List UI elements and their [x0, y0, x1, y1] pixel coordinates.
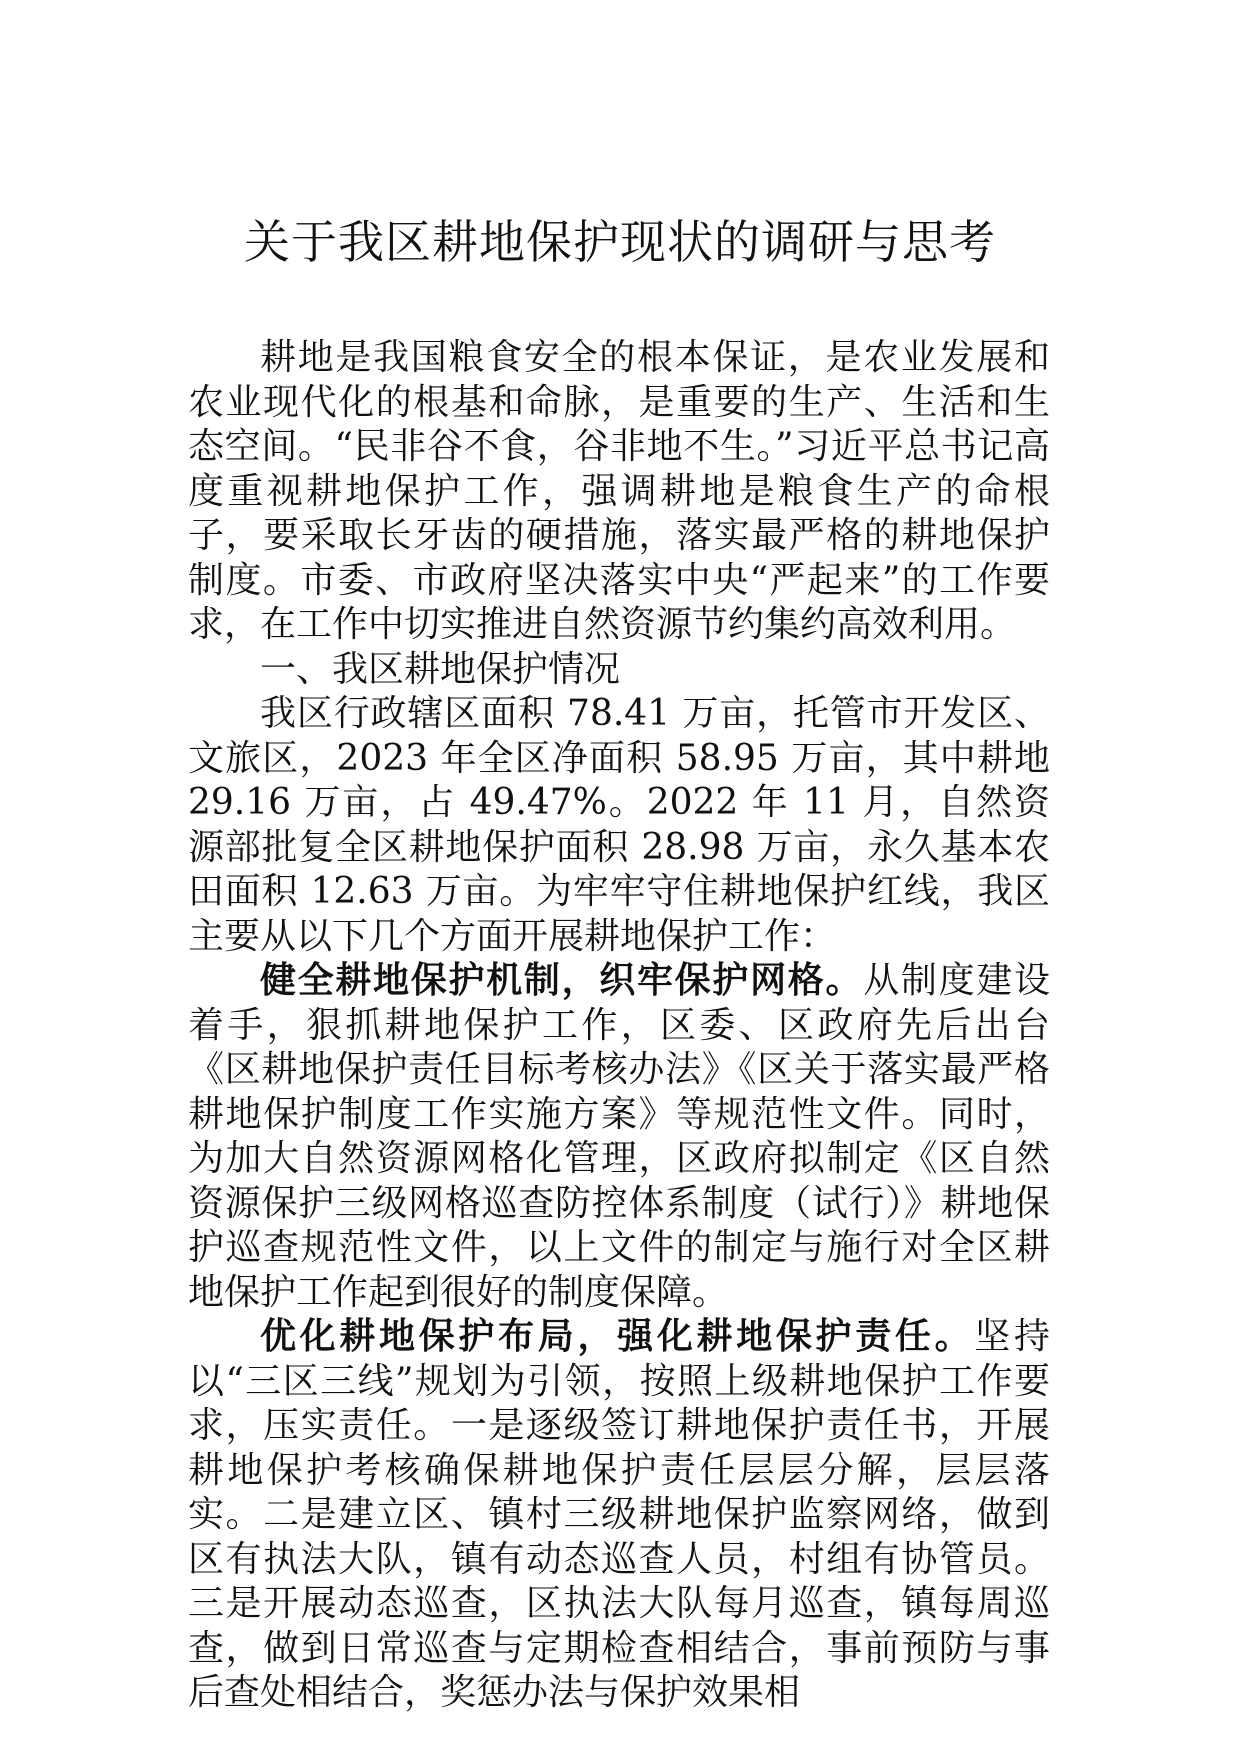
- paragraph-layout: [188, 1315, 1050, 1716]
- paragraph-text: 从制度建设着手，狠抓耕地保护工作，区委、区政府先后出台《区耕地保护责任目标考核办法》《区关于落实最严格耕地保护制度工作实施方案》等规范性文件。同时，为加大自然资源网格化管理，区政府拟制定《区自然资源保护三级网格巡查防控体系制度（试行）》耕地保护巡查规范性文件，以上文件的制定与施行对全区耕地保护工作起到很好的制度保障。: [188, 960, 1050, 1313]
- paragraph-intro: [188, 336, 1050, 648]
- paragraph-text: 耕地是我国粮食安全的根本保证，是农业发展和农业现代化的根基和命脉，是重要的生产、生活和生态空间。“民非谷不食，谷非地不生。”习近平总书记高度重视耕地保护工作，强调耕地是粮食生产的命根子，要采取长牙齿的硬措施，落实最严格的耕地保护制度。市委、市政府坚决落实中央“严起来”的工作要求，在工作中切实推进自然资源节约集约高效利用。: [188, 337, 1050, 645]
- paragraph-mechanism: [188, 959, 1050, 1315]
- document-body: [188, 336, 1062, 1716]
- paragraph-text: 坚持以“三区三线”规划为引领，按照上级耕地保护工作要求，压实责任。一是逐级签订耕地保护责任书，开展耕地保护考核确保耕地保护责任层层分解，层层落实。二是建立区、镇村三级耕地保护监察网络，做到区有执法大队，镇有动态巡查人员，村组有协管员。三是开展动态巡查，区执法大队每月巡查，镇每周巡查，做到日常巡查与定期检查相结合，事前预防与事后查处相结合，奖惩办法与保护效果相: [188, 1316, 1050, 1713]
- paragraph-area-stats: [188, 692, 1062, 959]
- section-heading: [188, 648, 1050, 693]
- document-title: 关于我区耕地保护现状的调研与思考: [244, 215, 996, 269]
- paragraph-lead-bold: 优化耕地保护布局，强化耕地保护责任。: [260, 1316, 975, 1357]
- paragraph-text: 我区行政辖区面积 78.41 万亩，托管市开发区、文旅区，2023 年全区净面积 58.95 万亩，其中耕地 29.16 万亩，占 49.47%。2022 年 11 月，自然资源部批复全区耕地保护面积 28.98 万亩，永久基本农田面积 12.63 万亩。为牢牢守住耕地保护红线，我区主要从以下几个方面开展耕地保护工作：: [188, 693, 1062, 957]
- section-heading-text: 一、我区耕地保护情况: [260, 648, 621, 690]
- paragraph-lead-bold: 健全耕地保护机制，织牢保护网格。: [260, 960, 864, 1001]
